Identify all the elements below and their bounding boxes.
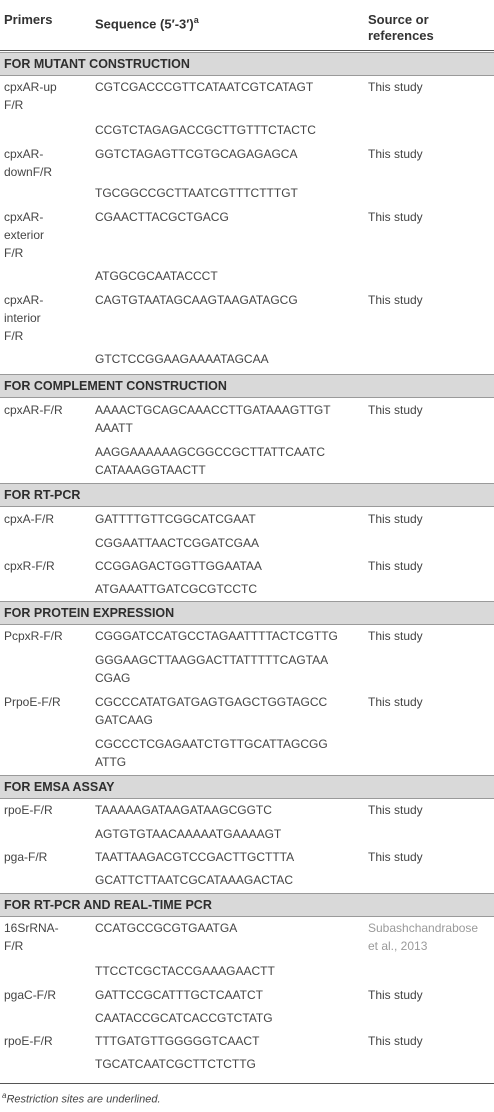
reference-link[interactable]: Subashchandrabose et al., 2013 bbox=[368, 921, 479, 953]
primer-source: This study bbox=[368, 803, 423, 817]
primer-sequence: CGAACTTACGCTGACG bbox=[95, 210, 229, 224]
primer-sequence: GATTCCGCATTTGCTCAATCT bbox=[95, 988, 263, 1002]
section-header-real-time bbox=[0, 893, 494, 917]
section-header-complement bbox=[0, 374, 494, 398]
primer-name: cpxAR- downF/R bbox=[4, 147, 53, 179]
primer-sequence: TGCGGCCGCTTAATCGTTTCTTTGT bbox=[95, 186, 298, 200]
primer-source: This study bbox=[368, 850, 423, 864]
primer-name: cpxAR-up F/R bbox=[4, 80, 57, 112]
primer-source: This study bbox=[368, 512, 423, 526]
table-header bbox=[0, 0, 494, 51]
primer-sequence: GATTTTGTTCGGCATCGAAT bbox=[95, 512, 256, 526]
footnote-mark: a bbox=[2, 1091, 7, 1100]
primer-name: cpxAR- interior F/R bbox=[4, 293, 44, 343]
primer-source: This study bbox=[368, 695, 423, 709]
primer-sequence: CCGGAGACTGGTTGGAATAA bbox=[95, 559, 262, 573]
primer-name: cpxR-F/R bbox=[4, 559, 55, 573]
primer-name: pga-F/R bbox=[4, 850, 48, 864]
primer-source: This study bbox=[368, 403, 423, 417]
primer-name: rpoE-F/R bbox=[4, 1034, 53, 1048]
primer-sequence: GTCTCCGGAAGAAAATAGCAA bbox=[95, 352, 269, 366]
primer-sequence: CCATGCCGCGTGAATGA bbox=[95, 921, 238, 935]
primer-sequence: TTTGATGTTGGGGGTCAACT bbox=[95, 1034, 260, 1048]
header-sequence-text: Sequence (5′-3′) bbox=[95, 16, 194, 32]
table-bottom-rule bbox=[0, 1083, 494, 1084]
footnote-text: Restriction sites are underlined. bbox=[6, 1093, 161, 1106]
primer-name: PrpoE-F/R bbox=[4, 695, 61, 709]
primer-name: cpxAR- exterior F/R bbox=[4, 210, 45, 260]
primer-sequence: CGCCCATATGATGAGTGAGCTGGTAGCC GATCAAG bbox=[95, 695, 328, 727]
section-label: FOR RT-PCR bbox=[4, 488, 81, 502]
section-label: FOR RT-PCR AND REAL-TIME PCR bbox=[4, 898, 212, 912]
primer-source: This study bbox=[368, 988, 423, 1002]
primer-sequence: GGTCTAGAGTTCGTGCAGAGAGCA bbox=[95, 147, 298, 161]
primer-source: This study bbox=[368, 210, 423, 224]
section-label: FOR COMPLEMENT CONSTRUCTION bbox=[4, 379, 227, 393]
section-header-rt-pcr bbox=[0, 483, 494, 507]
primer-name: rpoE-F/R bbox=[4, 803, 53, 817]
primer-name: pgaC-F/R bbox=[4, 988, 57, 1002]
primer-sequence: TTCCTCGCTACCGAAAGAACTT bbox=[95, 964, 275, 978]
section-header-mutant bbox=[0, 52, 494, 76]
section-header-protein bbox=[0, 601, 494, 625]
table-footnote bbox=[2, 1091, 161, 1106]
primer-sequence: GCATTCTTAATCGCATAAAGACTAC bbox=[95, 873, 293, 887]
primer-sequence: CGGGATCCATGCCTAGAATTTTACTCGTTG bbox=[95, 629, 338, 643]
section-header-emsa bbox=[0, 775, 494, 799]
section-label: FOR PROTEIN EXPRESSION bbox=[4, 606, 175, 620]
primer-sequence: AAGGAAAAAAGCGGCCGCTTATTCAATC CATAAAGGTAACTT bbox=[95, 445, 326, 477]
primer-sequence: CCGTCTAGAGACCGCTTGTTTCTACTC bbox=[95, 123, 316, 137]
primer-sequence: GGGAAGCTTAAGGACTTATTTTTCAGTAA CGAG bbox=[95, 653, 329, 685]
primer-sequence: CGCCCTCGAGAATCTGTTGCATTAGCGG ATTG bbox=[95, 737, 328, 769]
primer-source: This study bbox=[368, 293, 423, 307]
primer-name: cpxAR-F/R bbox=[4, 403, 63, 417]
primer-sequence: ATGGCGCAATACCCT bbox=[95, 269, 218, 283]
header-source-line2: references bbox=[368, 28, 434, 43]
primer-name: PcpxR-F/R bbox=[4, 629, 63, 643]
header-sequence bbox=[95, 12, 199, 32]
section-label: FOR EMSA ASSAY bbox=[4, 780, 115, 794]
primer-name: cpxA-F/R bbox=[4, 512, 55, 526]
primer-sequence: CGTCGACCCGTTCATAATCGTCATAGT bbox=[95, 80, 314, 94]
primer-sequence: CGGAATTAACTCGGATCGAA bbox=[95, 536, 260, 550]
primer-sequence: TAATTAAGACGTCCGACTTGCTTTA bbox=[95, 850, 295, 864]
primer-sequence: CAGTGTAATAGCAAGTAAGATAGCG bbox=[95, 293, 298, 307]
section-label: FOR MUTANT CONSTRUCTION bbox=[4, 57, 190, 71]
primer-source: This study bbox=[368, 1034, 423, 1048]
primer-sequence: TAAAAAGATAAGATAAGCGGTC bbox=[95, 803, 272, 817]
header-source-line1: Source or bbox=[368, 12, 429, 27]
primer-source: This study bbox=[368, 559, 423, 573]
header-primers: Primers bbox=[4, 12, 53, 27]
primer-sequence: ATGAAATTGATCGCGTCCTC bbox=[95, 582, 257, 596]
primer-source: This study bbox=[368, 147, 423, 161]
primer-name: 16SrRNA- F/R bbox=[4, 921, 59, 953]
primer-source: This study bbox=[368, 629, 423, 643]
primer-sequence: AAAACTGCAGCAAACCTTGATAAAGTTGT AAATT bbox=[95, 403, 331, 435]
primer-sequence: CAATACCGCATCACCGTCTATG bbox=[95, 1011, 273, 1025]
primer-sequence: TGCATCAATCGCTTCTCTTG bbox=[95, 1057, 256, 1071]
primer-sequence: AGTGTGTAACAAAAATGAAAAGT bbox=[95, 827, 282, 841]
primer-source: This study bbox=[368, 80, 423, 94]
header-sequence-footnote-mark: a bbox=[193, 15, 199, 25]
header-source bbox=[368, 12, 434, 44]
